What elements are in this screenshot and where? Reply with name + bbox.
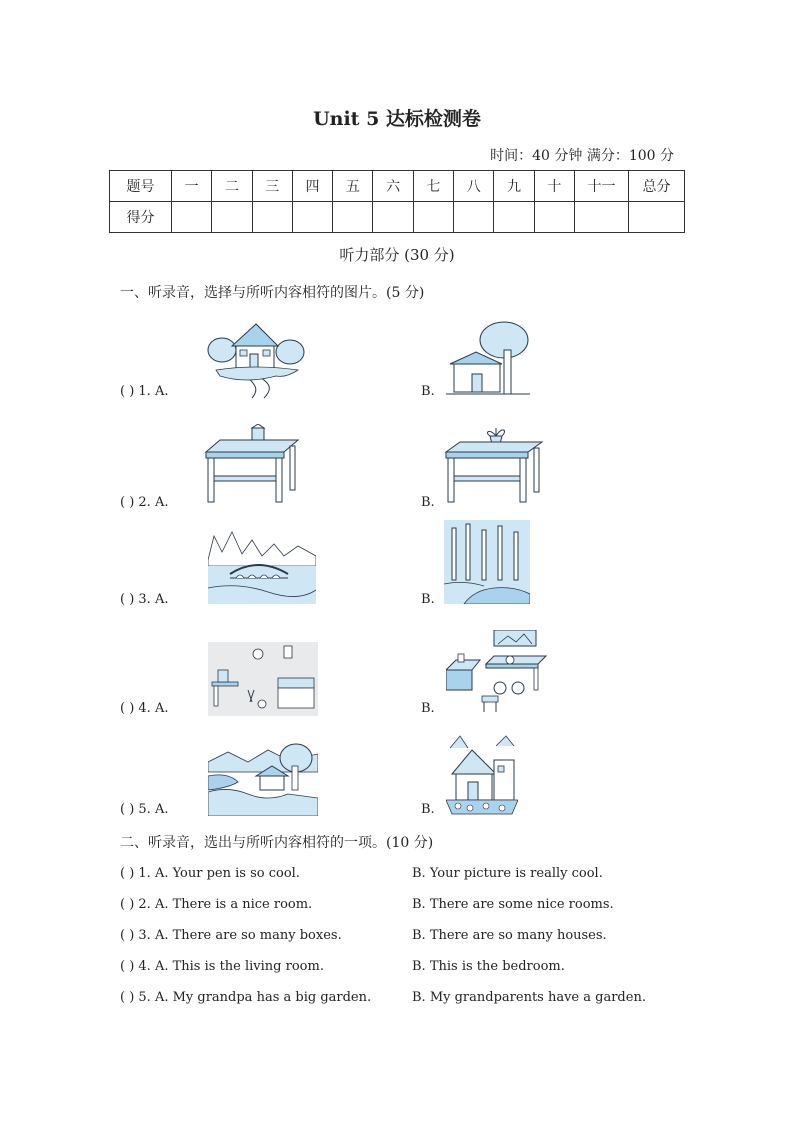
score-table-header-cell: 六 [373,171,413,202]
score-table-header-cell: 五 [333,171,373,202]
part2-heading: 二、听录音，选出与所听内容相符的一项。(10 分) [120,835,434,851]
score-input-cell[interactable] [212,202,252,233]
score-table-header-cell: 九 [494,171,534,202]
score-table-header-cell: 八 [454,171,494,202]
bedroom-balls-picture[interactable] [446,630,550,716]
part2-item-5-b: B. My grandparents have a garden. [412,990,646,1005]
house-with-tree-picture[interactable] [446,320,530,398]
score-input-cell[interactable] [373,202,413,233]
page-title: Unit 5 达标检测卷 [313,108,481,130]
part2-item-1-b: B. Your picture is really cool. [412,866,603,881]
score-input-cell[interactable] [575,202,629,233]
part1-heading: 一、听录音，选择与所听内容相符的图片。(5 分) [120,285,425,301]
part2-item-4-label: ( ) 4. A. This is the living room. [120,959,324,974]
score-input-cell[interactable] [252,202,292,233]
score-input-cell[interactable] [494,202,534,233]
score-table-header-cell: 三 [252,171,292,202]
part2-item-3-b: B. There are so many houses. [412,928,607,943]
table-with-plant-picture[interactable] [444,424,544,504]
part2-item-4-b: B. This is the bedroom. [412,959,565,974]
score-input-cell[interactable] [413,202,453,233]
part1-item-3-b: B. [421,592,435,607]
forest-stream-picture[interactable] [444,520,530,604]
score-table [109,170,685,233]
part1-item-5-label: ( ) 5. A. [120,802,169,817]
part2-item-1-label: ( ) 1. A. Your pen is so cool. [120,866,300,881]
part1-item-3-label: ( ) 3. A. [120,592,169,607]
table-with-milk-picture[interactable] [204,424,300,504]
score-table-score-row [110,202,685,233]
score-table-header-cell: 十 [534,171,574,202]
score-input-cell[interactable] [172,202,212,233]
score-table-header-cell: 十一 [575,171,629,202]
score-input-cell[interactable] [292,202,332,233]
score-table-header-cell: 一 [172,171,212,202]
part1-item-1-b: B. [421,384,435,399]
river-house-tree-picture[interactable] [208,742,318,816]
part1-item-2-b: B. [421,495,435,510]
part1-item-5-b: B. [421,802,435,817]
part1-item-2-label: ( ) 2. A. [120,495,169,510]
score-table-header-row [110,171,685,202]
house-with-path-picture[interactable] [206,318,306,400]
score-table-header-cell: 四 [292,171,332,202]
score-table-header-cell: 二 [212,171,252,202]
part1-item-4-b: B. [421,701,435,716]
time-info: 时间：40 分钟 满分：100 分 [490,148,674,164]
part1-item-1-label: ( ) 1. A. [120,384,169,399]
score-input-cell[interactable] [333,202,373,233]
bridge-river-picture[interactable] [208,526,316,604]
score-input-cell[interactable] [534,202,574,233]
part1-item-4-label: ( ) 4. A. [120,701,169,716]
score-row-label: 得分 [110,202,172,233]
part2-item-3-label: ( ) 3. A. There are so many boxes. [120,928,342,943]
score-table-header-cell: 七 [413,171,453,202]
part2-item-2-b: B. There are some nice rooms. [412,897,614,912]
score-input-cell[interactable] [454,202,494,233]
score-table-header-cell: 总分 [629,171,685,202]
score-table-header-cell: 题号 [110,171,172,202]
score-input-cell[interactable] [629,202,685,233]
listening-section-header: 听力部分 (30 分) [339,246,455,264]
house-garden-picture[interactable] [446,734,518,816]
part2-item-2-label: ( ) 2. A. There is a nice room. [120,897,313,912]
room-desk-bed-picture[interactable] [208,642,318,716]
part2-item-5-label: ( ) 5. A. My grandpa has a big garden. [120,990,372,1005]
